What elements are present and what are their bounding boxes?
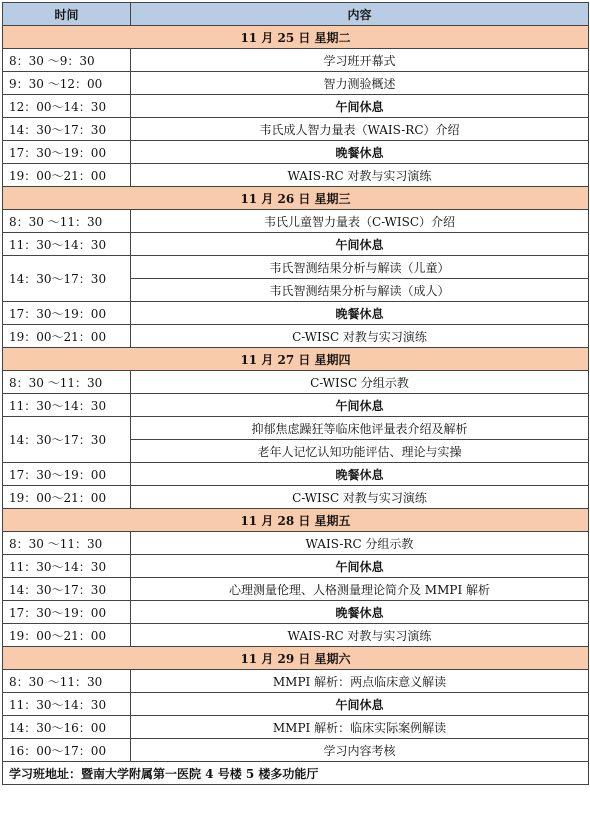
session-cell: 韦氏智测结果分析与解读（成人）	[131, 279, 589, 302]
schedule-row	[3, 141, 589, 164]
footer-row	[3, 762, 589, 785]
time-cell: 8：30 ～11：30	[3, 210, 131, 233]
header-content: 内容	[131, 3, 589, 26]
time-cell: 8：30 ～9：30	[3, 49, 131, 72]
venue-address: 学习班地址：暨南大学附属第一医院 4 号楼 5 楼多功能厅	[3, 762, 589, 785]
session-cell: 韦氏成人智力量表（WAIS-RC）介绍	[131, 118, 589, 141]
schedule-row	[3, 118, 589, 141]
time-cell: 14：30～17：30	[3, 578, 131, 601]
header-row	[3, 3, 589, 26]
break-cell: 晚餐休息	[131, 141, 589, 164]
schedule-body	[3, 26, 589, 762]
time-cell: 8：30 ～11：30	[3, 532, 131, 555]
schedule-row	[3, 716, 589, 739]
schedule-row	[3, 693, 589, 716]
time-cell: 17：30～19：00	[3, 302, 131, 325]
schedule-row	[3, 233, 589, 256]
time-cell: 14：30～17：30	[3, 417, 131, 463]
schedule-row	[3, 601, 589, 624]
day-title: 11 月 27 日 星期四	[3, 348, 589, 371]
break-cell: 午间休息	[131, 693, 589, 716]
break-cell: 晚餐休息	[131, 302, 589, 325]
session-cell: 抑郁焦虑躁狂等临床他评量表介绍及解析	[131, 417, 589, 440]
time-cell: 14：30～17：30	[3, 118, 131, 141]
schedule-row	[3, 371, 589, 394]
day-title: 11 月 26 日 星期三	[3, 187, 589, 210]
schedule-row	[3, 417, 589, 440]
schedule-row	[3, 532, 589, 555]
schedule-row	[3, 624, 589, 647]
schedule-row	[3, 325, 589, 348]
schedule-row	[3, 49, 589, 72]
time-cell: 16：00～17：00	[3, 739, 131, 762]
break-cell: 晚餐休息	[131, 601, 589, 624]
schedule-row	[3, 578, 589, 601]
schedule-row	[3, 486, 589, 509]
session-cell: 韦氏儿童智力量表（C-WISC）介绍	[131, 210, 589, 233]
day-title: 11 月 28 日 星期五	[3, 509, 589, 532]
time-cell: 12：00～14：30	[3, 95, 131, 118]
day-row	[3, 647, 589, 670]
schedule-row	[3, 555, 589, 578]
day-row	[3, 26, 589, 49]
time-cell: 19：00～21：00	[3, 486, 131, 509]
day-title: 11 月 29 日 星期六	[3, 647, 589, 670]
schedule-row	[3, 95, 589, 118]
schedule-row	[3, 670, 589, 693]
time-cell: 11：30～14：30	[3, 555, 131, 578]
day-row	[3, 187, 589, 210]
session-cell: WAIS-RC 对教与实习演练	[131, 164, 589, 187]
break-cell: 晚餐休息	[131, 463, 589, 486]
session-cell: 学习内容考核	[131, 739, 589, 762]
day-row	[3, 348, 589, 371]
time-cell: 17：30～19：00	[3, 141, 131, 164]
session-cell: 智力测验概述	[131, 72, 589, 95]
schedule-row	[3, 210, 589, 233]
time-cell: 11：30～14：30	[3, 693, 131, 716]
session-cell: C-WISC 对教与实习演练	[131, 486, 589, 509]
session-cell: WAIS-RC 对教与实习演练	[131, 624, 589, 647]
session-cell: C-WISC 分组示教	[131, 371, 589, 394]
schedule-row	[3, 394, 589, 417]
session-cell: MMPI 解析：两点临床意义解读	[131, 670, 589, 693]
break-cell: 午间休息	[131, 95, 589, 118]
schedule-table	[2, 2, 589, 785]
schedule-row	[3, 256, 589, 279]
time-cell: 14：30～16：00	[3, 716, 131, 739]
session-cell: 学习班开幕式	[131, 49, 589, 72]
session-cell: MMPI 解析：临床实际案例解读	[131, 716, 589, 739]
time-cell: 19：00～21：00	[3, 164, 131, 187]
time-cell: 17：30～19：00	[3, 601, 131, 624]
time-cell: 11：30～14：30	[3, 233, 131, 256]
break-cell: 午间休息	[131, 394, 589, 417]
time-cell: 9：30 ～12：00	[3, 72, 131, 95]
time-cell: 17：30～19：00	[3, 463, 131, 486]
time-cell: 11：30～14：30	[3, 394, 131, 417]
session-cell: WAIS-RC 分组示教	[131, 532, 589, 555]
day-title: 11 月 25 日 星期二	[3, 26, 589, 49]
session-cell: 心理测量伦理、人格测量理论简介及 MMPI 解析	[131, 578, 589, 601]
session-cell: 韦氏智测结果分析与解读（儿童）	[131, 256, 589, 279]
schedule-row	[3, 164, 589, 187]
time-cell: 19：00～21：00	[3, 624, 131, 647]
break-cell: 午间休息	[131, 233, 589, 256]
time-cell: 19：00～21：00	[3, 325, 131, 348]
schedule-row	[3, 463, 589, 486]
session-cell: C-WISC 对教与实习演练	[131, 325, 589, 348]
schedule-row	[3, 739, 589, 762]
time-cell: 14：30～17：30	[3, 256, 131, 302]
schedule-row	[3, 72, 589, 95]
break-cell: 午间休息	[131, 555, 589, 578]
day-row	[3, 509, 589, 532]
session-cell: 老年人记忆认知功能评估、理论与实操	[131, 440, 589, 463]
schedule-row	[3, 302, 589, 325]
time-cell: 8：30 ～11：30	[3, 670, 131, 693]
header-time: 时间	[3, 3, 131, 26]
time-cell: 8：30 ～11：30	[3, 371, 131, 394]
